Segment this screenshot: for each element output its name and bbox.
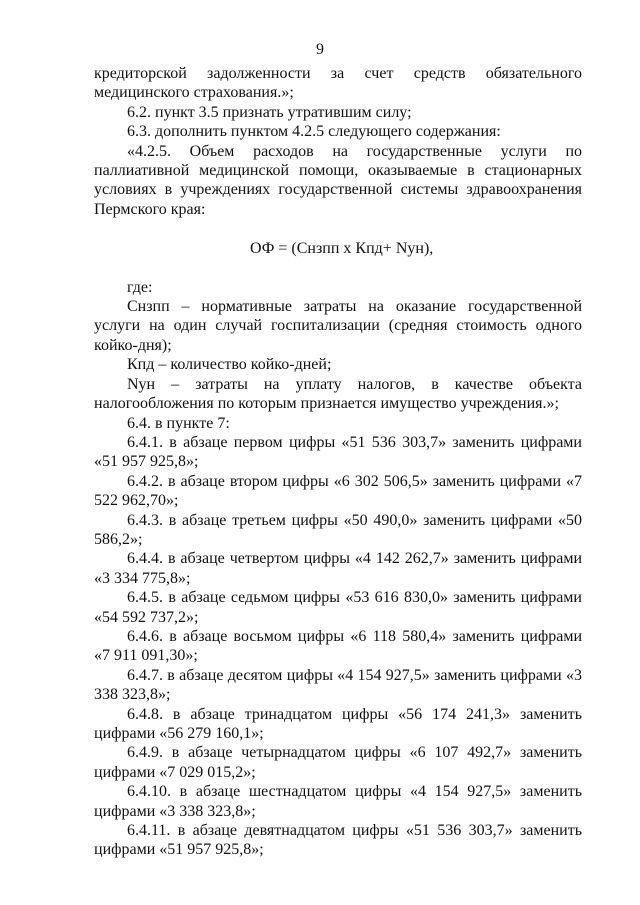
formula: ОФ = (Снзпп х Кпд+ Nун), xyxy=(250,240,434,258)
item-6-4-7: 6.4.7. в абзаце десятом цифры «4 154 927,5» заменить цифрами «3 338 323,8»; xyxy=(94,666,582,704)
item-6-4-3: 6.4.3. в абзаце третьем цифры «50 490,0» заменить цифрами «50 586,2»; xyxy=(94,511,582,548)
paragraph-6-4: 6.4. в пункте 7: xyxy=(127,414,230,432)
item-6-4-9: 6.4.9. в абзаце четырнадцатом цифры «6 107 492,7» заменить цифрами «7 029 015,2»; xyxy=(94,744,582,781)
item-6-4-4: 6.4.4. в абзаце четвертом цифры «4 142 262,7» заменить цифрами «3 334 775,8»; xyxy=(94,550,582,587)
item-6-4-2: 6.4.2. в абзаце втором цифры «6 302 506,5» заменить цифрами «7 522 962,70»; xyxy=(94,472,582,510)
definition-kpd: Кпд – количество койко-дней; xyxy=(127,356,332,374)
definition-nun: Nун – затраты на уплату налогов, в качестве объекта налогообложения по которым признается имущество учреждения.»; xyxy=(94,375,582,413)
item-6-4-6: 6.4.6. в абзаце восьмом цифры «6 118 580,4» заменить цифрами «7 911 091,30»; xyxy=(94,627,582,665)
item-6-4-10: 6.4.10. в абзаце шестнадцатом цифры «4 154 927,5» заменить цифрами «3 338 323,8»; xyxy=(94,783,582,820)
definition-snzpp: Снзпп – нормативные затраты на оказание государственной услуги на один случай госпитализации (средняя стоимость одного койко-дня); xyxy=(94,298,582,354)
item-6-4-11: 6.4.11. в абзаце девятнадцатом цифры «51 536 303,7» заменить цифрами «51 957 925,8»; xyxy=(94,822,582,859)
item-6-4-5: 6.4.5. в абзаце седьмом цифры «53 616 830,0» заменить цифрами «54 592 737,2»; xyxy=(94,589,582,626)
item-6-4-8: 6.4.8. в абзаце тринадцатом цифры «56 174 241,3» заменить цифрами «56 279 160,1»; xyxy=(94,705,582,742)
document-body xyxy=(94,64,582,860)
paragraph-where: где: xyxy=(127,278,153,296)
paragraph-creditor-debt: кредиторской задолженности за счет средств обязательного медицинского страхования.»; xyxy=(94,65,582,102)
paragraph-6-3: 6.3. дополнить пунктом 4.2.5 следующего содержания: xyxy=(127,123,501,141)
paragraph-6-2: 6.2. пункт 3.5 признать утратившим силу; xyxy=(127,103,412,121)
paragraph-4-2-5: «4.2.5. Объем расходов на государственные услуги по паллиативной медицинской помощи, оказываемые в стационарных условиях в учреждениях государственной системы здравоохранения Пермского края: xyxy=(94,142,582,218)
page-number: 9 xyxy=(316,41,324,58)
item-6-4-1: 6.4.1. в абзаце первом цифры «51 536 303,7» заменить цифрами «51 957 925,8»; xyxy=(94,433,582,471)
